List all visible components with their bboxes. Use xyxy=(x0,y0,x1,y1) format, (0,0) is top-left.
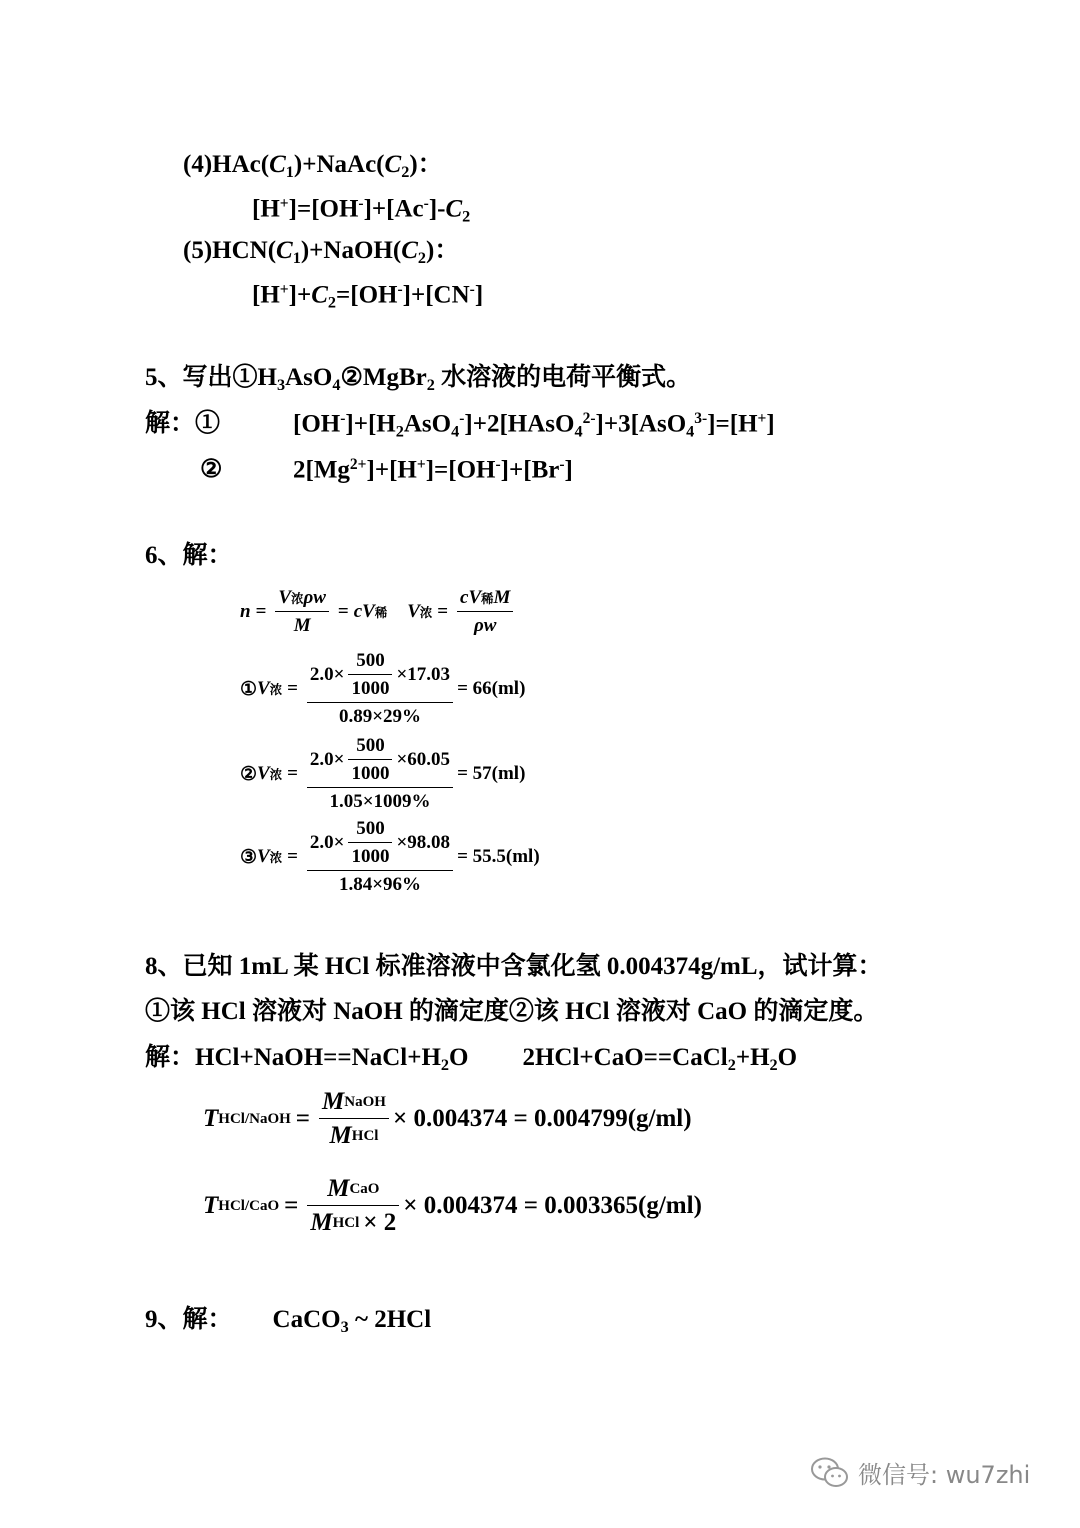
q5-mark-2: ② xyxy=(200,456,223,483)
item-4-heading: $(4)HAc(C_1)+NaAc(C_2)$： xyxy=(183,151,443,181)
wechat-icon xyxy=(810,1456,850,1490)
q6-formula-1: ① V 浓 = 2.0× $\frac{500}{1000}$ ×17.03 0.89×29% = 66(ml) xyxy=(240,650,526,727)
q6-general-formula: n = V 浓 ρw M = cV 稀 V 浓 = cV 稀 M ρw xyxy=(240,587,517,637)
q8-reactions: 解：$HCl+NaOH==NaCl+H_2O$ $2HCl+CaO==CaCl_2+H_2O$ xyxy=(145,1044,798,1074)
watermark-text: 微信号: wu7zhi xyxy=(858,1461,1031,1489)
q5-charge-balance-1: $[OH^-]+[H_2AsO_4^-]+2[HAsO_4^{2-}]+3[AsO_4^{3-}]=[H^+]$ xyxy=(293,410,775,441)
q8-titer-naoh: T HCl/NaOH = M NaOH M HCl × 0.004374 = 0.004799(g/ml) xyxy=(203,1088,692,1149)
q6-formula-2: ② V 浓 = 2.0× $\frac{500}{1000}$ ×60.05 1.05×1009% = 57(ml) xyxy=(240,735,526,812)
item-4-equation: $[H^+]=[OH^-]+[Ac^-]-C_2$ xyxy=(252,195,471,226)
question-8-line-2: ①该 HCl 溶液对 NaOH 的滴定度②该 HCl 溶液对 CaO 的滴定度。 xyxy=(145,998,879,1025)
question-5: 5、写出$①H_3AsO_4②MgBr_2$ 水溶液的电荷平衡式。 xyxy=(145,364,692,394)
q8-titer-cao: T HCl/CaO = M CaO M HCl × 2 × 0.004374 = 0.003365(g/ml) xyxy=(203,1175,702,1236)
item-5-heading: $(5)HCN(C_1)+NaOH(C_2)$： xyxy=(183,237,460,267)
watermark xyxy=(810,1455,1030,1490)
question-6-label: 6、解： xyxy=(145,542,233,569)
q6-formula-3: ③ V 浓 = 2.0× $\frac{500}{1000}$ ×98.08 1.84×96% = 55.5(ml) xyxy=(240,818,540,895)
question-9: 9、解： CaCO$_3$ ~ 2HCl xyxy=(145,1306,432,1336)
q5-charge-balance-2: $2[Mg^{2+}]+[H^+]=[OH^-]+[Br^-]$ xyxy=(293,456,573,484)
q5-solution-label: 解：① xyxy=(145,410,221,437)
question-8-line-1: 8、已知 1mL 某 HCl 标准溶液中含氯化氢 0.004374g/mL，试计算： xyxy=(145,953,883,980)
item-5-equation: $[H^+]+C_2=[OH^-]+[CN^-]$ xyxy=(252,281,484,312)
